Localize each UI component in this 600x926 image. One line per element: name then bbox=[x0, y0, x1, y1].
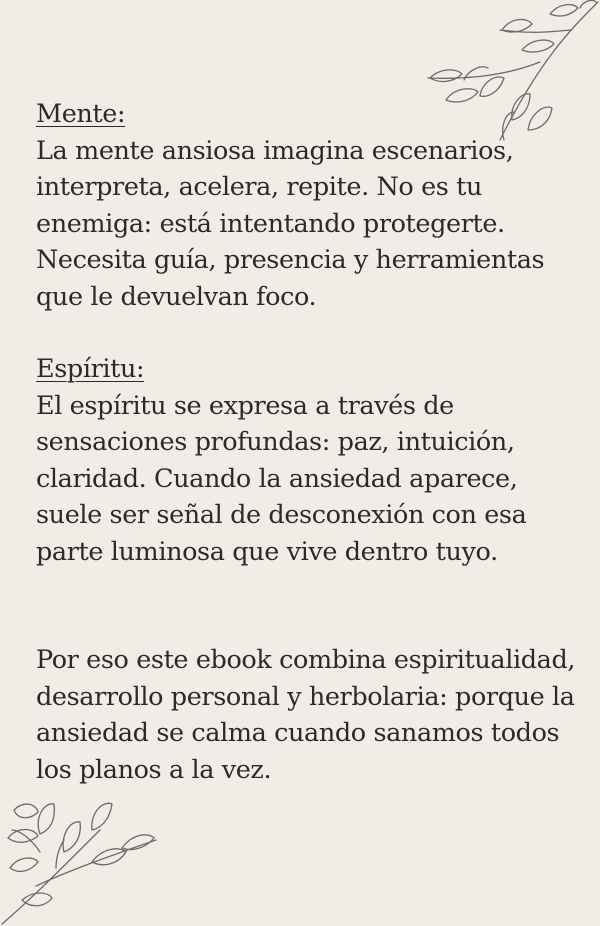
closing-line: los planos a la vez. bbox=[36, 754, 272, 785]
text-line: El espíritu se expresa a través de bbox=[36, 390, 454, 421]
section-heading-espiritu: Espíritu: bbox=[36, 354, 145, 384]
text-line: interpreta, acelera, repite. No es tu bbox=[36, 172, 483, 202]
text-line: sensaciones profundas: paz, intuición, bbox=[36, 427, 515, 457]
page-content bbox=[36, 96, 576, 788]
text-line: que le devuelvan foco. bbox=[36, 281, 317, 312]
section-heading-mente: Mente: bbox=[36, 99, 126, 129]
text-line: enemiga: está intentando protegerte. bbox=[36, 208, 505, 239]
text-line: La mente ansiosa imagina escenarios, bbox=[36, 135, 514, 166]
closing-line: Por eso este ebook combina espiritualidad, bbox=[36, 645, 576, 675]
text-line: claridad. Cuando la ansiedad aparece, bbox=[36, 463, 518, 494]
closing-line: ansiedad se calma cuando sanamos todos bbox=[36, 718, 560, 748]
spacer bbox=[36, 315, 576, 351]
text-line: suele ser señal de desconexión con esa bbox=[36, 500, 527, 530]
leaf-branch-icon bbox=[0, 790, 160, 926]
text-line: Necesita guía, presencia y herramientas bbox=[36, 245, 545, 275]
spacer bbox=[36, 570, 576, 642]
closing-line: desarrollo personal y herbolaria: porque la bbox=[36, 681, 575, 712]
text-line: parte luminosa que vive dentro tuyo. bbox=[36, 536, 498, 567]
